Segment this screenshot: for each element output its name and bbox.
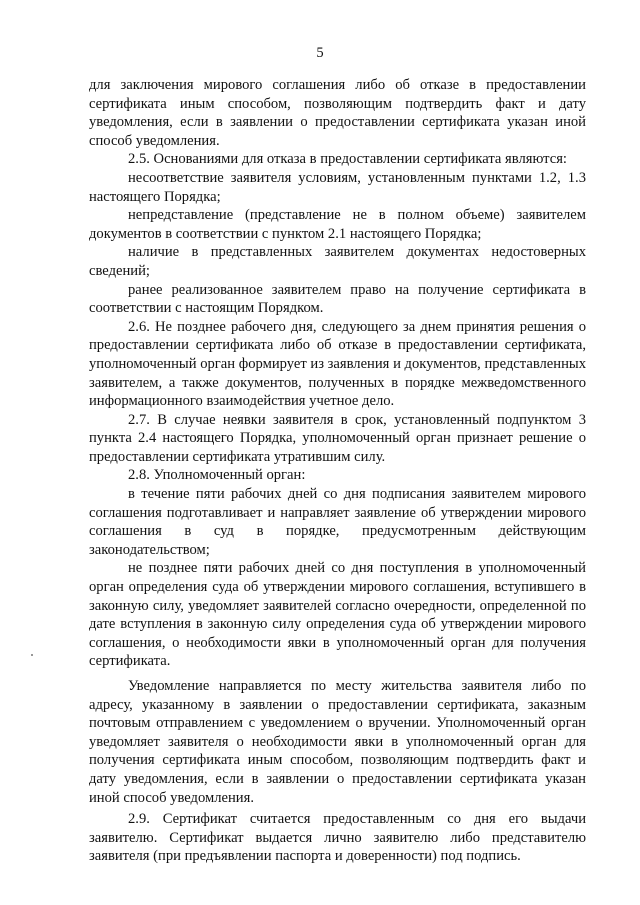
paragraph-2-9: 2.9. Сертификат считается предоставленным со дня его выдачи заявителю. Сертификат выдается лично заявителю либо представителю заявителя (при предъявлении паспорта и доверенности) под подпись. — [89, 811, 586, 865]
authority-duty-1: в течение пяти рабочих дней со дня подписания заявителем мирового соглашения подготавливает и направляет заявление об утверждении мирового соглашения в суд в порядке, предусмотренным действующим законодательством; — [89, 486, 586, 558]
refusal-ground-2: непредставление (представление не в полном объеме) заявителем документов в соответствии с пунктом 2.1 настоящего Порядка; — [89, 207, 586, 242]
authority-duty-2: не позднее пяти рабочих дней со дня поступления в уполномоченный орган определения суда об утверждении мирового соглашения, вступившего в законную силу, уведомляет заявителей согласно очередности, определенной по дате вступления в законную силу определения суда об утверждении мирового соглашения, о необходимости явки в уполномоченный орган для получения сертификата. — [89, 560, 586, 670]
page-number: 5 — [316, 45, 324, 61]
document-body — [89, 76, 586, 866]
refusal-ground-4: ранее реализованное заявителем право на получение сертификата в соответствии с настоящим Порядком. — [89, 281, 586, 317]
paragraph-2-5: 2.5. Основаниями для отказа в предоставлении сертификата являются: — [128, 151, 567, 168]
refusal-ground-1: несоответствие заявителя условиям, установленным пунктами 1.2, 1.3 настоящего Порядка; — [89, 169, 586, 205]
margin-dot-mark — [31, 654, 33, 656]
paragraph-2-8: 2.8. Уполномоченный орган: — [128, 467, 306, 484]
notification-paragraph: Уведомление направляется по месту жительства заявителя либо по адресу, указанному в заявлении о предоставлении сертификата, заказным почтовым отправлением с уведомлением о вручении. Уполномоченный орган уведомляет заявителя о необходимости явки в уполномоченный орган для получения сертификата иным способом, позволяющим подтвердить факт и дату уведомления, если в заявлении о предоставлении сертификата указан иной способ уведомления. — [89, 678, 586, 806]
paragraph-continuation: для заключения мирового соглашения либо об отказе в предоставлении сертификата иным способом, позволяющим подтвердить факт и дату уведомления, если в заявлении о предоставлении сертификата указан иной способ уведомления. — [89, 77, 586, 149]
refusal-ground-3: наличие в представленных заявителем документах недостоверных сведений; — [89, 244, 586, 279]
paragraph-2-6: 2.6. Не позднее рабочего дня, следующего за днем принятия решения о предоставлении сертификата либо об отказе в предоставлении сертификата, уполномоченный орган формирует из заявления и документов, представленных заявителем, а также документов, полученных в порядке межведомственного информационного взаимодействия учетное дело. — [89, 318, 586, 410]
paragraph-2-7: 2.7. В случае неявки заявителя в срок, установленный подпунктом 3 пункта 2.4 настоящего Порядка, уполномоченный орган признает решение о предоставлении сертификата утратившим силу. — [89, 411, 586, 465]
